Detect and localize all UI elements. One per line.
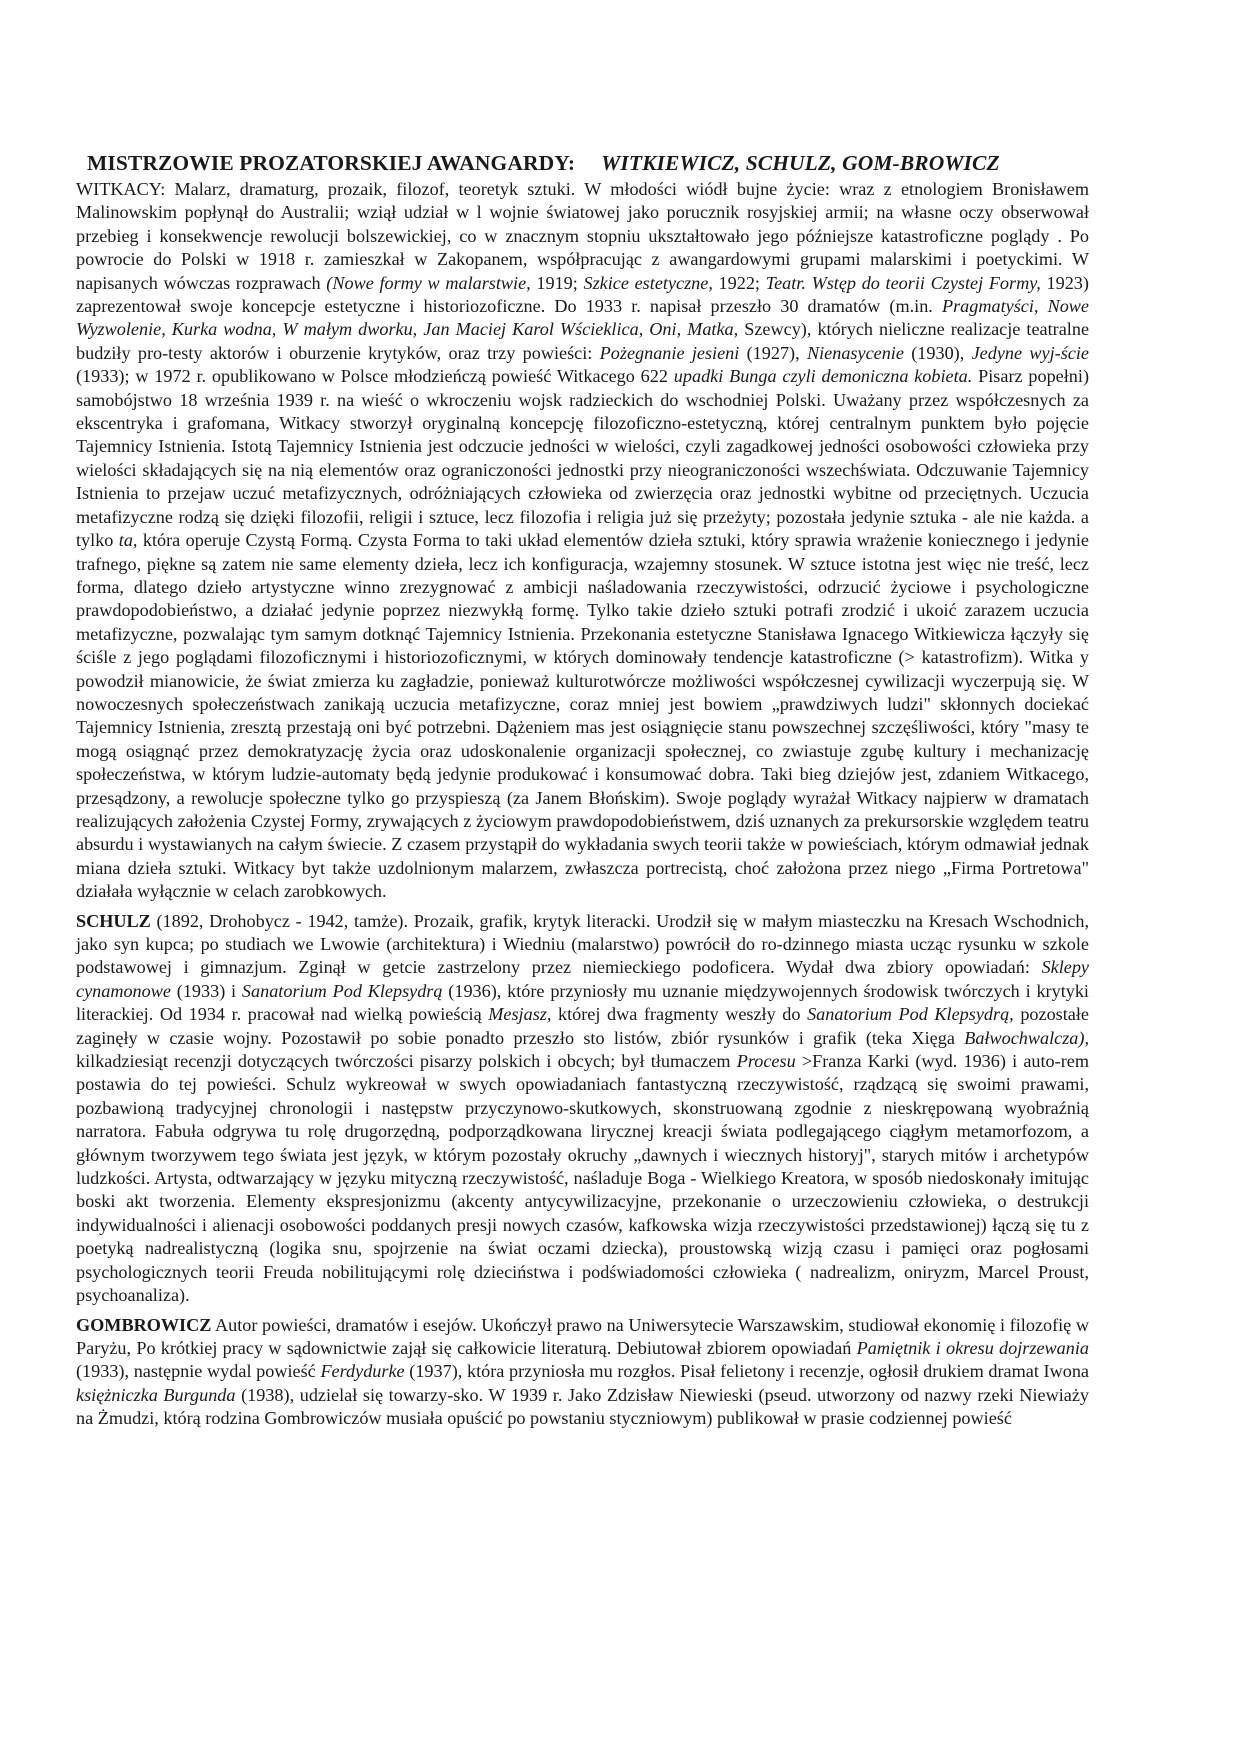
italic-title-text: (Nowe formy w malarstwie,	[326, 272, 531, 293]
body-text: 1919;	[530, 272, 584, 293]
body-text: (1937), która przyniosła mu rozgłos. Pisał felietony i recenzje, ogłosił drukiem dramat Iwona	[404, 1361, 1090, 1382]
body-text: WITKACY: Malarz, dramaturg, prozaik, filozof, teoretyk sztuki. W młodości wiódł bujne życie: wraz z etnologiem Bronisławem Malinowskim popłynął do Australii; wziął udział w l wojnie światowej jako porucznik rosyjskiej armii; na własne oczy obserwował przebieg i konsekwencje rewolucji bolszewickiej, co w znacznym stopniu ukształtowało jego późniejsze katastroficzne poglądy . Po powrocie do Polski w 1918 r. zamieszkał w Zakopanem, współpracując z awangardowymi grupami malarskimi i poetyckimi. W napisanych wówczas rozprawach	[76, 179, 1089, 293]
italic-title-text: ta,	[118, 530, 138, 551]
italic-title-text: upadki Bunga czyli demoniczna kobieta.	[673, 366, 973, 387]
document-page	[76, 150, 1089, 1431]
paragraph-witkacy	[76, 178, 1089, 904]
italic-title-text: Jedyne wyj-ście	[971, 342, 1089, 363]
body-text: kilkadziesiąt recenzji dotyczących twórczości pisarzy polskich i obcych; był tłumaczem	[76, 1051, 737, 1072]
body-text: Autor powieści, dramatów i esejów. Ukończył prawo na Uniwersytecie Warszawskim, studiował ekonomię i filozofię w Paryżu, Po krótkiej pracy w sądownictwie zajął się całkowicie literaturą. Debiutował zbiorem opowiadań	[76, 1314, 1089, 1358]
italic-title-text: Sklepy cynamonowe	[76, 957, 1089, 1001]
italic-title-text: Pamiętnik i okresu dojrzewania	[856, 1337, 1089, 1358]
italic-title-text: Bałwochwalcza),	[964, 1027, 1089, 1048]
italic-title-text: Mesjasz,	[488, 1004, 552, 1025]
title-main: MISTRZOWIE PROZATORSKIEJ AWANGARDY:	[87, 151, 576, 175]
body-text: 1923) zaprezentował swoje koncepcje estetyczne i historiozoficzne. Do 1933 r. napisał przeszło 30 dramatów (m.in.	[76, 272, 1089, 317]
italic-title-text: Sanatorium Pod Klepsydrą	[241, 980, 443, 1001]
italic-title-text: Szkice estetyczne,	[583, 272, 713, 293]
paragraph-schulz	[76, 910, 1089, 1308]
section-lead-gombrowicz: GOMBROWICZ	[76, 1314, 212, 1335]
body-text: pozostałe zaginęły w czasie wojny. Pozostawił po sobie ponadto przeszło sto listów, zbiór rysunków i grafik (teka Xięga	[76, 1004, 1090, 1048]
italic-title-text: księżniczka Burgunda	[76, 1384, 236, 1405]
italic-title-text: Pragmatyści, Nowe Wyzwolenie, Kurka wodna, W małym dworku, Jan Maciej Karol Wścieklica, Oni, Matka,	[76, 296, 1089, 340]
italic-title-text: Nienasycenie	[806, 342, 904, 363]
body-text: która operuje Czystą Formą. Czysta Forma to taki układ elementów dzieła sztuki, który sprawia wrażenie koniecznego i jedynie trafnego, piękne są zatem nie same elementy dzieła, lecz ich konfiguracja, wzajemny stosunek. W sztuce istotna jest więc nie treść, lecz forma, dlatego dzieło artystyczne winno zrezygnować z ambicji naśladowania rzeczywistości, odrzucić życiowe i psychologiczne prawdopodobieństwo, a działać jedynie poprzez niezwykłą formę. Tylko takie dzieło sztuki potrafi zrodzić i ukoić zarazem uczucia metafizyczne, pozwalając tym samym dotknąć Tajemnicy Istnienia. Przekonania estetyczne Stanisława Ignacego Witkiewicza łączyły się ściśle z jego poglądami filozoficznymi i historiozoficznymi, w których dominowały tendencje katastroficzne (> katastrofizm). Witka y powodził mianowicie, że świat zmierza ku zagładzie, ponieważ kulturotwórcze możliwości współczesnej cywilizacji wyczerpują się. W nowoczesnych społeczeństwach zanikają uczucia metafizyczne, coraz mniej jest bowiem „prawdziwych ludzi" skłonnych dociekać Tajemnicy Istnienia, zresztą przestają oni być potrzebni. Dążeniem mas jest osiągnięcie stanu powszechnej szczęśliwości, który "masy te mogą osiągnąć przez demokratyzację życia oraz udoskonalenie organizacji społecznej, co zwiastuje zgubę kultury i mechanizację społeczeństwa, w którym ludzie-automaty będą jedynie produkować i konsumować dobra. Taki bieg dziejów jest, zdaniem Witkacego, przesądzony, a rewolucje społeczne tylko go przyspieszą (za Janem Błońskim). Swoje poglądy wyrażał Witkacy najpierw w dramatach realizujących założenia Czystej Formy, zrywających z życiowym prawdopodobieństwem, dziś uznanych za prekursorskie względem teatru absurdu i wystawianych na całym świecie. Z czasem przystąpił do wykładania swych teorii także w powieściach, którym odmawiał jednak miana dzieła sztuki. Witkacy byt także uzdolnionym malarzem, zwłaszcza portrecistą, choć założona przez niego „Firma Portretowa" działała wyłącznie w celach zarobkowych.	[76, 530, 1089, 902]
body-text: (1938), udzielał się towarzy-sko. W 1939 r. Jako Zdzisław Niewieski (pseud. utworzony od nazwy rzeki Niewiaży na Żmudzi, którą rodzina Gombrowiczów musiała opuścić po powstaniu styczniowym) publikował w prasie codziennej powieść	[76, 1384, 1089, 1429]
body-text: (1936), które przyniosły mu uznanie międzywojennych środowisk twórczych i krytyki literackiej. Od 1934 r. pracował nad wielką powieścią	[76, 980, 1089, 1025]
page-title	[76, 150, 1089, 176]
paragraph-gombrowicz	[76, 1314, 1089, 1431]
body-text: 1922;	[712, 272, 766, 293]
title-authors: WITKIEWICZ, SCHULZ, GOM-BROWICZ	[601, 151, 1000, 175]
body-text: Pisarz popełni) samobójstwo 18 września 1939 r. na wieść o wkroczeniu wojsk radzieckich do wschodniej Polski. Uważany przez współczesnych za ekscentryka i grafomana, Witkacy stworzył oryginalną koncepcję filozoficzno-estetyczną, której centralnym punktem było pojęcie Tajemnicy Istnienia. Istotą Tajemnicy Istnienia jest odczucie jedności w wielości, czyli zagadkowej jedności osobowości człowieka przy wielości składających się na nią elementów oraz ograniczoności jednostki przy nieograniczoności wszechświata. Odczuwanie Tajemnicy Istnienia to przejaw uczuć metafizycznych, odróżniających człowieka od zwierzęcia oraz jednostki wybitne od przeciętnych. Uczucia metafizyczne rodzą się dzięki filozofii, religii i sztuce, lecz filozofia i religia już się przeżyty; pozostała jedynie sztuka - ale nie każda. a tylko	[76, 366, 1089, 551]
body-text: (1930),	[903, 342, 972, 363]
italic-title-text: Teatr. Wstęp do teorii Czystej Formy,	[765, 272, 1041, 293]
italic-title-text: Pożegnanie jesieni	[599, 342, 740, 363]
body-text: (1933) i	[170, 980, 242, 1001]
section-lead-schulz: SCHULZ	[76, 910, 151, 931]
italic-title-text: Ferdydurke	[320, 1361, 405, 1382]
body-text: (1927),	[739, 342, 807, 363]
body-text: Szewcy), których nieliczne realizacje teatralne budziły pro-testy aktorów i oburzenie krytyków, oraz trzy powieści:	[76, 319, 1090, 363]
italic-title-text: Procesu	[736, 1051, 796, 1072]
body-text: której dwa fragmenty weszły do	[551, 1004, 808, 1025]
italic-title-text: Sanatorium Pod Klepsydrą,	[807, 1004, 1014, 1025]
body-text: (1933); w 1972 r. opublikowano w Polsce młodzieńczą powieść Witkacego 622	[76, 366, 674, 387]
body-text: >Franza Karki (wyd. 1936) i auto-rem postawia do tej powieści. Schulz wykreował w swych opowiadaniach fantastyczną rzeczywistość, rządzącą się swoimi prawami, pozbawioną tradycyjnej chronologii i następstw przyczynowo-skutkowych, skonstruowaną zgodnie z nieskrępowaną wyobraźnią narratora. Fabuła odgrywa tu rolę drugorzędną, podporządkowana lirycznej kreacji świata podlegającego ciągłym metamorfozom, a głównym tworzywem tego świata jest język, w którym pozostały okruchy „dawnych i wiecznych historyj", starych mitów i archetypów ludzkości. Artysta, odtwarzający w języku mityczną rzeczywistość, naśladuje Boga - Wielkiego Kreatora, w sposób niedoskonały imitując boski akt tworzenia. Elementy ekspresjonizmu (akcenty antycywilizacyjne, przekonanie o urzeczowieniu człowieka, o destrukcji indywidualności i alienacji osobowości poddanych presji nowych czasów, kafkowska wizja rzeczywistości przedstawionej) łączą się tu z poetyką nadrealistyczną (logika snu, spojrzenie na świat oczami dziecka), proustowską wizją czasu i pamięci oraz pogłosami psychologicznych teorii Freuda nobilitującymi rolę dzieciństwa i podświadomości człowieka ( nadrealizm, oniryzm, Marcel Proust, psychoanaliza).	[76, 1051, 1089, 1306]
body-text: (1933), następnie wydal powieść	[76, 1361, 321, 1382]
body-text: (1892, Drohobycz - 1942, tamże). Prozaik, grafik, krytyk literacki. Urodził się w małym miasteczku na Kresach Wschodnich, jako syn kupca; po studiach we Lwowie (architektura) i Wiedniu (malarstwo) powrócił do ro-dzinnego miasta ucząc rysunku w szkole podstawowej i gimnazjum. Zginął w getcie zastrzelony przez niemieckiego podoficera. Wydał dwa zbiory opowiadań:	[76, 910, 1089, 978]
